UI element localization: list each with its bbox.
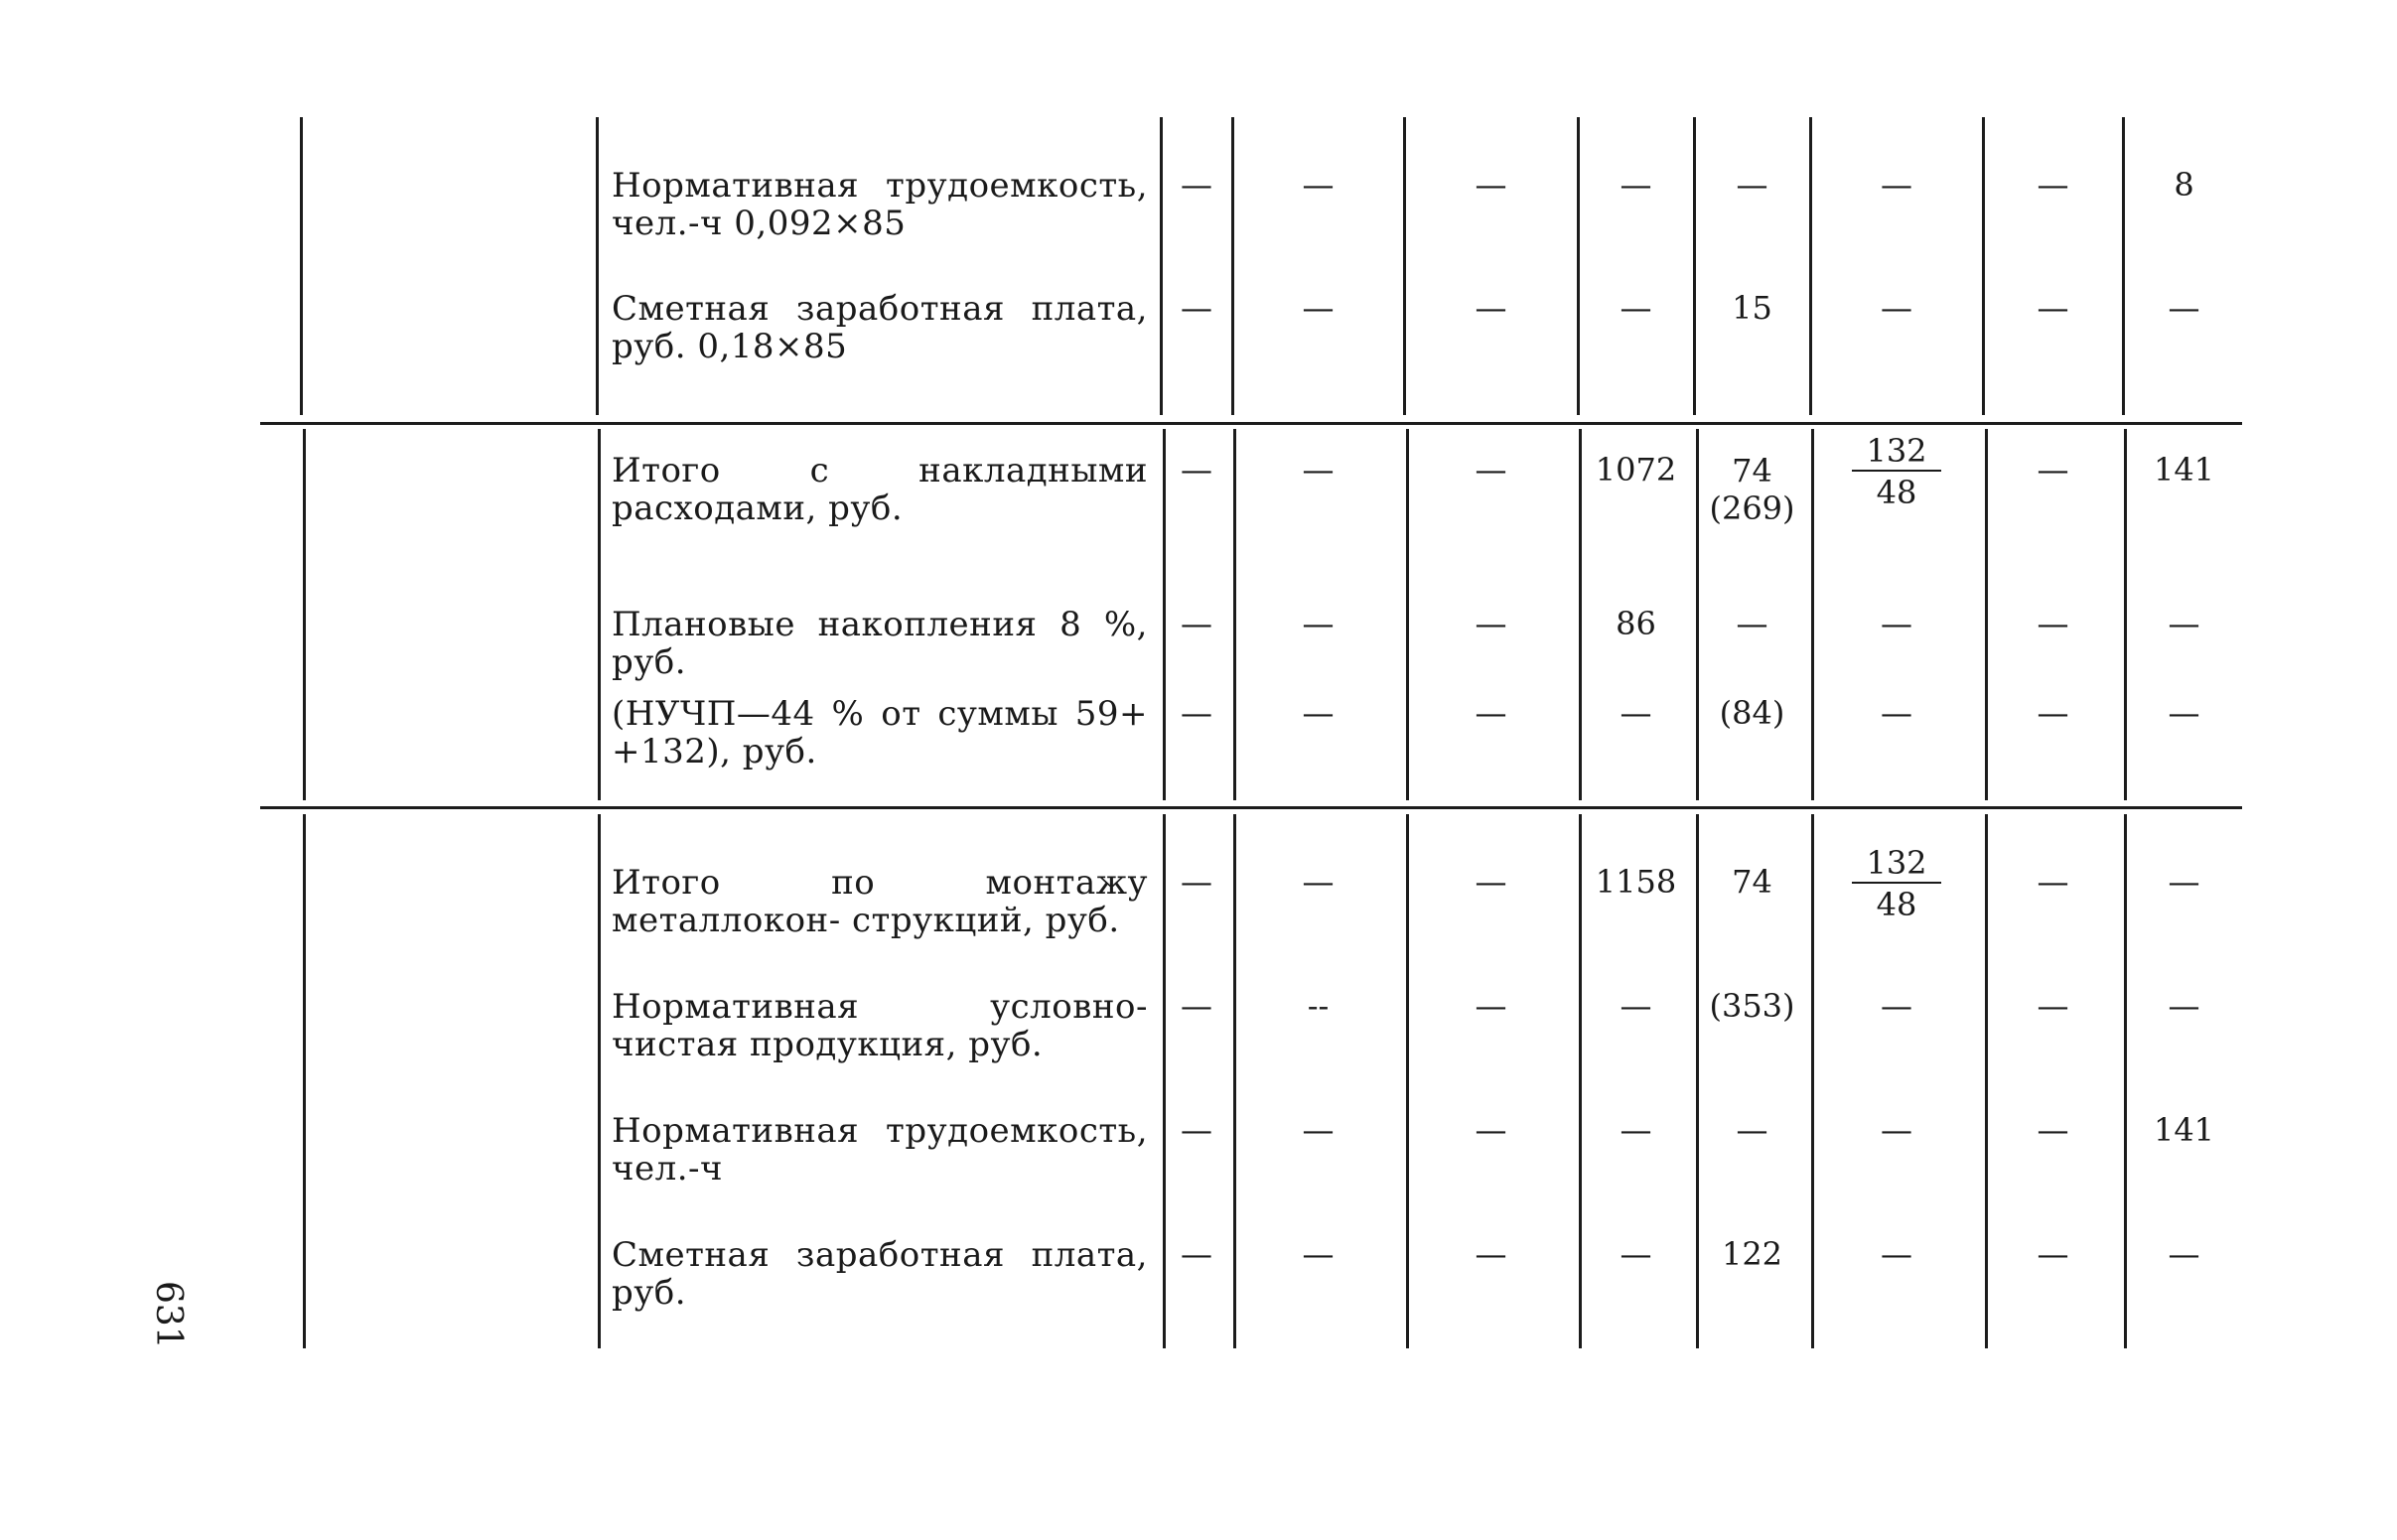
table-cell: — bbox=[1181, 166, 1212, 204]
table-cell: — bbox=[1881, 1111, 1912, 1149]
table-cell: 74 bbox=[1732, 863, 1772, 901]
table-cell: — bbox=[2168, 863, 2200, 901]
column-line bbox=[1809, 117, 1812, 415]
row-label: (НУЧП—44 % от суммы 59+ +132), руб. bbox=[612, 694, 1148, 771]
table-cell: — bbox=[1302, 1235, 1335, 1273]
page-number: 631 bbox=[148, 1281, 189, 1349]
table-cell: — bbox=[1881, 1235, 1912, 1273]
table-cell: — bbox=[1181, 987, 1212, 1025]
table-cell: — bbox=[1475, 987, 1507, 1025]
fraction-cell bbox=[1813, 844, 1980, 925]
table-cell: — bbox=[1302, 289, 1335, 327]
table-cell: — bbox=[1181, 1235, 1212, 1273]
row-label: Сметная заработная плата, руб. bbox=[612, 1235, 1148, 1313]
table-cell: — bbox=[2168, 1235, 2200, 1273]
table-cell: — bbox=[2168, 694, 2200, 732]
row-label: Сметная заработная плата, руб. 0,18×85 bbox=[612, 289, 1148, 366]
table-cell: 8 bbox=[2174, 166, 2194, 204]
table-cell: 15 bbox=[1732, 289, 1772, 327]
table-cell: — bbox=[2168, 605, 2200, 642]
table-cell: — bbox=[2037, 1235, 2069, 1273]
table-cell: — bbox=[1302, 166, 1335, 204]
table-cell-line: 74 bbox=[1732, 452, 1772, 490]
table-cell: — bbox=[1620, 987, 1652, 1025]
table-cell: — bbox=[2037, 694, 2069, 732]
table-cell: 1158 bbox=[1595, 863, 1677, 901]
table-cell: — bbox=[1620, 166, 1652, 204]
table-cell: — bbox=[1302, 451, 1335, 489]
table-cell: — bbox=[2168, 987, 2200, 1025]
column-line bbox=[2122, 117, 2125, 415]
table-cell: — bbox=[2037, 987, 2069, 1025]
table-cell: — bbox=[1620, 289, 1652, 327]
table-cell: — bbox=[1475, 166, 1507, 204]
table-cell: — bbox=[2168, 289, 2200, 327]
table-cell: — bbox=[1181, 605, 1212, 642]
column-line bbox=[1403, 117, 1406, 415]
table-cell: — bbox=[1181, 694, 1212, 732]
table-cell: — bbox=[1302, 694, 1335, 732]
column-line bbox=[300, 117, 303, 415]
table-cell: 122 bbox=[1721, 1235, 1783, 1273]
row-label: Итого по монтажу металлокон- струкций, руб. bbox=[612, 863, 1148, 940]
fraction-numerator: 132 bbox=[1852, 844, 1940, 884]
column-line bbox=[1160, 117, 1163, 415]
table-cell: (353) bbox=[1709, 987, 1795, 1025]
fraction-cell bbox=[1813, 432, 1980, 513]
table-cell: 141 bbox=[2153, 1111, 2215, 1149]
table-cell: — bbox=[1475, 694, 1507, 732]
fraction-denominator: 48 bbox=[1876, 886, 1917, 923]
row-label: Плановые накопления 8 %, руб. bbox=[612, 605, 1148, 682]
table-cell: — bbox=[1475, 289, 1507, 327]
column-line bbox=[596, 117, 599, 415]
fraction-denominator: 48 bbox=[1876, 474, 1917, 511]
table-cell: — bbox=[1881, 987, 1912, 1025]
column-line bbox=[1693, 117, 1696, 415]
block-divider-2 bbox=[260, 806, 2242, 809]
table-cell: -- bbox=[1307, 987, 1330, 1025]
block-divider-1 bbox=[260, 422, 2242, 425]
table-cell: — bbox=[1475, 863, 1507, 901]
table-cell: — bbox=[1181, 289, 1212, 327]
table-cell: — bbox=[2037, 863, 2069, 901]
table-cell bbox=[1697, 450, 1807, 529]
row-label: Нормативная условно-чистая продукция, руб. bbox=[612, 987, 1148, 1064]
table-cell: — bbox=[1302, 863, 1335, 901]
table-cell: — bbox=[1475, 1235, 1507, 1273]
table-cell: — bbox=[1736, 166, 1768, 204]
table-cell: — bbox=[1302, 605, 1335, 642]
table-cell: — bbox=[2037, 1111, 2069, 1149]
column-line bbox=[598, 429, 601, 800]
table-cell: 141 bbox=[2153, 451, 2215, 489]
table-cell: 86 bbox=[1616, 605, 1656, 642]
table-cell: — bbox=[1881, 694, 1912, 732]
column-line bbox=[303, 429, 306, 800]
table-cell: — bbox=[1475, 605, 1507, 642]
column-line bbox=[303, 814, 306, 1348]
table-cell: — bbox=[2037, 166, 2069, 204]
table-cell: — bbox=[1881, 289, 1912, 327]
row-label: Итого с накладными расходами, руб. bbox=[612, 451, 1148, 528]
table-cell: — bbox=[2037, 605, 2069, 642]
table-cell: — bbox=[2037, 451, 2069, 489]
table-cell: — bbox=[1475, 1111, 1507, 1149]
table-cell: — bbox=[1620, 1111, 1652, 1149]
row-label: Нормативная трудоемкость, чел.-ч 0,092×85 bbox=[612, 166, 1148, 243]
table-cell: — bbox=[1181, 863, 1212, 901]
column-line bbox=[1982, 117, 1985, 415]
table-cell: — bbox=[1475, 451, 1507, 489]
table-cell: — bbox=[1302, 1111, 1335, 1149]
row-label: Нормативная трудоемкость, чел.-ч bbox=[612, 1111, 1148, 1189]
fraction-numerator: 132 bbox=[1852, 432, 1940, 472]
table-cell: — bbox=[1881, 605, 1912, 642]
column-line bbox=[1577, 117, 1580, 415]
table-cell: 1072 bbox=[1595, 451, 1677, 489]
column-line bbox=[1231, 117, 1234, 415]
table-cell: — bbox=[1181, 1111, 1212, 1149]
table-cell: — bbox=[2037, 289, 2069, 327]
table-cell: — bbox=[1620, 1235, 1652, 1273]
table-cell: (84) bbox=[1719, 694, 1785, 732]
table-cell-line: (269) bbox=[1709, 490, 1795, 527]
table-cell: — bbox=[1881, 166, 1912, 204]
table-cell: — bbox=[1736, 1111, 1768, 1149]
table-cell: — bbox=[1181, 451, 1212, 489]
column-line bbox=[598, 814, 601, 1348]
table-cell: — bbox=[1620, 694, 1652, 732]
table-cell: — bbox=[1736, 605, 1768, 642]
